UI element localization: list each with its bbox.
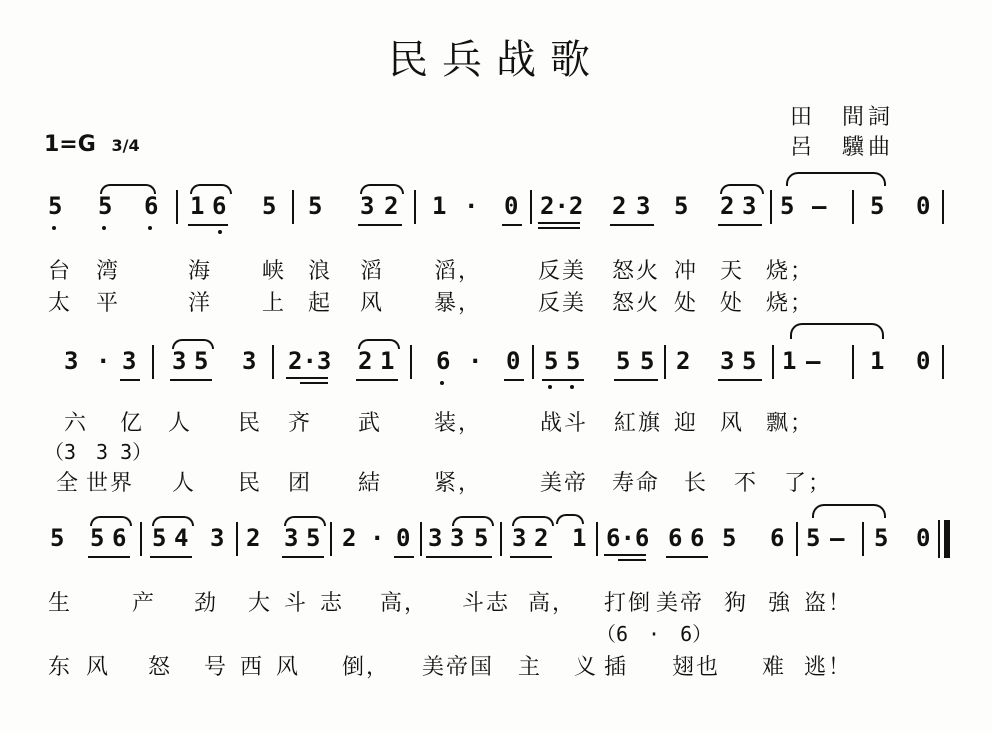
beam xyxy=(150,556,192,558)
lyric-word: 寿命 xyxy=(612,471,661,496)
lyric-word: 志 xyxy=(320,591,345,616)
lyric-line-3b xyxy=(44,650,944,678)
bar-line xyxy=(140,522,142,556)
lyric-word: 世界 xyxy=(86,471,135,496)
beam xyxy=(538,227,580,229)
variant-notes-3: （6 · 6） xyxy=(596,622,713,646)
lyric-word: 強 xyxy=(768,591,793,616)
lyric-word: 民 xyxy=(238,411,263,436)
lyric-word: 怒火 xyxy=(612,259,661,284)
lyric-word: 装， xyxy=(434,411,483,436)
key-signature: 1=G xyxy=(44,132,96,157)
lyric-word: 紧， xyxy=(434,471,483,496)
beam xyxy=(188,224,228,226)
lyric-word: 打倒 xyxy=(604,591,653,616)
staff-line-1 xyxy=(0,180,992,250)
tie xyxy=(812,504,886,518)
beam xyxy=(300,382,328,384)
lyric-word: 东 xyxy=(48,655,73,680)
note: 3 xyxy=(122,347,137,375)
tie xyxy=(284,516,326,526)
note: 5 xyxy=(780,192,795,220)
note: · xyxy=(96,347,111,375)
beam xyxy=(394,556,414,558)
note: 1 xyxy=(782,347,797,375)
lyric-word: 了； xyxy=(784,471,833,496)
lyric-word: 团 xyxy=(288,471,313,496)
beam xyxy=(618,559,646,561)
note: 0 xyxy=(506,347,521,375)
beam xyxy=(502,224,522,226)
composer-credit: 呂 驥曲 xyxy=(790,135,895,160)
note: 5 xyxy=(640,347,655,375)
lyric-word: 斗志 xyxy=(462,591,511,616)
bar-line xyxy=(414,190,416,224)
note: 5 xyxy=(566,347,581,375)
note: 6 xyxy=(144,192,159,220)
note: 0 xyxy=(916,524,931,552)
lyric-word: 滔， xyxy=(434,259,483,284)
note: 0 xyxy=(916,192,931,220)
note: · xyxy=(464,192,479,220)
lyric-word: 风 xyxy=(86,655,111,680)
lyric-word: 美帝 xyxy=(656,591,705,616)
beam xyxy=(610,224,654,226)
lyric-line-1b xyxy=(44,286,944,314)
note: 5 xyxy=(90,524,105,552)
beam xyxy=(538,222,580,224)
note: 2 xyxy=(384,192,399,220)
lyric-word: 洋 xyxy=(188,291,213,316)
lyric-word: 斗 xyxy=(284,591,309,616)
final-bar-line-thin xyxy=(938,520,940,558)
lyric-word: 劲 xyxy=(194,591,219,616)
beam xyxy=(718,379,762,381)
tie xyxy=(512,516,554,526)
note: 6 xyxy=(770,524,785,552)
lyric-word: 怒 xyxy=(148,655,173,680)
lyric-word: 大 xyxy=(248,591,273,616)
note: 6 xyxy=(212,192,227,220)
beam xyxy=(510,556,552,558)
note: 5 xyxy=(48,192,63,220)
lyric-word: 逃！ xyxy=(804,655,853,680)
note: 5 xyxy=(742,347,757,375)
bar-line xyxy=(770,190,772,224)
note: 0 xyxy=(396,524,411,552)
lyric-word: 风 xyxy=(720,411,745,436)
note: 5 xyxy=(474,524,489,552)
lyric-word: 主 xyxy=(518,655,543,680)
beam xyxy=(286,377,328,379)
bar-line xyxy=(272,345,274,379)
lyric-word: 不 xyxy=(734,471,759,496)
lyric-word: 人 xyxy=(172,471,197,496)
staff-line-2 xyxy=(0,335,992,405)
low-octave-dot xyxy=(218,230,222,234)
note: 5 xyxy=(870,192,885,220)
lyric-word: 冲 xyxy=(674,259,699,284)
note: 3 xyxy=(450,524,465,552)
lyric-word: 生 xyxy=(48,591,73,616)
note: 6·6 xyxy=(606,524,650,552)
lyric-word: 号 xyxy=(204,655,229,680)
lyric-word: 长 xyxy=(684,471,709,496)
lyric-word: 义 xyxy=(574,655,599,680)
note: 0 xyxy=(504,192,519,220)
note: 3 xyxy=(512,524,527,552)
lyric-word: 处 xyxy=(674,291,699,316)
tie xyxy=(790,323,884,339)
tie xyxy=(452,516,494,526)
note: 5 xyxy=(308,192,323,220)
lyric-word: 上 xyxy=(262,291,287,316)
lyric-word: 太 xyxy=(48,291,73,316)
lyric-word: 齐 xyxy=(288,411,313,436)
lyric-word: 平 xyxy=(96,291,121,316)
lyric-word: 天 xyxy=(720,259,745,284)
lyric-word: 风 xyxy=(360,291,385,316)
note: 6 xyxy=(668,524,683,552)
bar-line xyxy=(596,522,598,556)
bar-line xyxy=(852,190,854,224)
note: 2 xyxy=(358,347,373,375)
tie xyxy=(190,184,232,194)
lyric-word: 飘； xyxy=(766,411,815,436)
note: 6 xyxy=(690,524,705,552)
beam xyxy=(614,379,658,381)
note: 2 xyxy=(246,524,261,552)
lyric-word: 滔 xyxy=(360,259,385,284)
note: 3 xyxy=(720,347,735,375)
lyric-word: 反美 xyxy=(538,259,587,284)
lyric-word: 浪 xyxy=(308,259,333,284)
lyric-line-2b xyxy=(44,466,944,494)
lyric-word: 风 xyxy=(276,655,301,680)
note: 4 xyxy=(174,524,189,552)
note: 1 xyxy=(190,192,205,220)
bar-line xyxy=(532,345,534,379)
lyric-word: 倒， xyxy=(342,655,391,680)
bar-line xyxy=(500,522,502,556)
bar-line xyxy=(796,522,798,556)
note: 1 xyxy=(572,524,587,552)
note: 5 xyxy=(306,524,321,552)
bar-line xyxy=(772,345,774,379)
low-octave-dot xyxy=(548,385,552,389)
beam xyxy=(542,379,584,381)
note: 1 xyxy=(432,192,447,220)
bar-line xyxy=(530,190,532,224)
note: 5 xyxy=(50,524,65,552)
tie xyxy=(152,516,194,526)
lyric-word: 台 xyxy=(48,259,73,284)
note: 3 xyxy=(242,347,257,375)
note: 2 xyxy=(676,347,691,375)
lyric-word: 西 xyxy=(240,655,265,680)
tie xyxy=(100,184,156,194)
lyric-word: 海 xyxy=(188,259,213,284)
lyricist-credit: 田 間詞 xyxy=(790,105,895,130)
note: — xyxy=(812,192,827,220)
beam xyxy=(170,379,212,381)
note: 3 xyxy=(428,524,443,552)
note: 5 xyxy=(262,192,277,220)
note: 5 xyxy=(874,524,889,552)
note: 1 xyxy=(870,347,885,375)
lyric-word: 結 xyxy=(358,471,383,496)
bar-line xyxy=(942,345,944,379)
note: 2 xyxy=(612,192,627,220)
note: 2 xyxy=(342,524,357,552)
lyric-word: 美帝国 xyxy=(422,655,495,680)
lyric-word: 烧； xyxy=(766,259,815,284)
bar-line xyxy=(330,522,332,556)
lyric-word: 烧； xyxy=(766,291,815,316)
note: 2·3 xyxy=(288,347,332,375)
note: · xyxy=(370,524,385,552)
bar-line xyxy=(664,345,666,379)
low-octave-dot xyxy=(102,226,106,230)
lyric-word: 全 xyxy=(56,471,81,496)
beam xyxy=(120,379,140,381)
lyric-word: 人 xyxy=(168,411,193,436)
lyric-word: 盗！ xyxy=(804,591,853,616)
tie xyxy=(358,339,400,349)
tie xyxy=(360,184,404,194)
bar-line xyxy=(152,345,154,379)
note: 5 xyxy=(98,192,113,220)
note: 6 xyxy=(436,347,451,375)
note: 2 xyxy=(720,192,735,220)
note: 5 xyxy=(722,524,737,552)
note: 5 xyxy=(806,524,821,552)
lyric-word: 峡 xyxy=(262,259,287,284)
lyric-word: 迎 xyxy=(674,411,699,436)
lyric-word: 产 xyxy=(132,591,157,616)
lyric-word: 紅旗 xyxy=(614,411,663,436)
lyric-line-1a xyxy=(44,254,944,282)
lyric-line-2a xyxy=(44,406,944,434)
lyric-line-3a xyxy=(44,586,944,614)
lyric-word: 六 xyxy=(64,411,89,436)
lyric-word: 美帝 xyxy=(540,471,589,496)
note: 5 xyxy=(544,347,559,375)
lyric-word: 反美 xyxy=(538,291,587,316)
lyric-word: 武 xyxy=(358,411,383,436)
note: 3 xyxy=(360,192,375,220)
bar-line xyxy=(410,345,412,379)
note: 3 xyxy=(210,524,225,552)
bar-line xyxy=(942,190,944,224)
lyric-word: 狗 xyxy=(724,591,749,616)
bar-line xyxy=(420,522,422,556)
lyric-word: 处 xyxy=(720,291,745,316)
note: — xyxy=(830,524,845,552)
note: 3 xyxy=(742,192,757,220)
key-time-signature xyxy=(44,132,140,157)
song-title: 民兵战歌 xyxy=(388,37,604,83)
beam xyxy=(604,554,646,556)
tie xyxy=(786,172,886,186)
variant-notes-2: （3 3 3） xyxy=(44,440,153,464)
beam xyxy=(356,379,398,381)
beam xyxy=(666,556,708,558)
lyric-word: 民 xyxy=(238,471,263,496)
lyric-word: 暴， xyxy=(434,291,483,316)
lyric-word: 战斗 xyxy=(540,411,589,436)
note: 6 xyxy=(112,524,127,552)
bar-line xyxy=(852,345,854,379)
note: 3 xyxy=(64,347,79,375)
tie xyxy=(90,516,132,526)
note: — xyxy=(806,347,821,375)
lyric-word: 翅也 xyxy=(672,655,721,680)
lyric-word: 插 xyxy=(604,655,629,680)
note: 0 xyxy=(916,347,931,375)
beam xyxy=(504,379,524,381)
lyric-word: 起 xyxy=(308,291,333,316)
bar-line xyxy=(862,522,864,556)
note: 2·2 xyxy=(540,192,584,220)
low-octave-dot xyxy=(52,226,56,230)
lyric-word: 难 xyxy=(762,655,787,680)
lyric-word: 怒火 xyxy=(612,291,661,316)
note: 2 xyxy=(534,524,549,552)
beam xyxy=(282,556,324,558)
bar-line xyxy=(292,190,294,224)
tie xyxy=(720,184,764,194)
note: 5 xyxy=(616,347,631,375)
low-octave-dot xyxy=(440,381,444,385)
note: 5 xyxy=(674,192,689,220)
low-octave-dot xyxy=(148,226,152,230)
tie xyxy=(556,514,584,524)
beam xyxy=(718,224,762,226)
final-bar-line-thick xyxy=(944,520,950,558)
lyric-word: 高， xyxy=(380,591,429,616)
note: 5 xyxy=(194,347,209,375)
staff-line-3 xyxy=(0,512,992,582)
note: 5 xyxy=(152,524,167,552)
note: 1 xyxy=(380,347,395,375)
time-signature: 3/4 xyxy=(111,136,140,155)
note: 3 xyxy=(636,192,651,220)
note: 3 xyxy=(284,524,299,552)
bar-line xyxy=(236,522,238,556)
beam xyxy=(88,556,130,558)
beam xyxy=(426,556,492,558)
lyric-word: 高， xyxy=(528,591,577,616)
beam xyxy=(358,224,402,226)
lyric-word: 亿 xyxy=(120,411,145,436)
low-octave-dot xyxy=(570,385,574,389)
note: 3 xyxy=(172,347,187,375)
bar-line xyxy=(176,190,178,224)
tie xyxy=(172,339,214,349)
note: · xyxy=(468,347,483,375)
lyric-word: 湾 xyxy=(96,259,121,284)
